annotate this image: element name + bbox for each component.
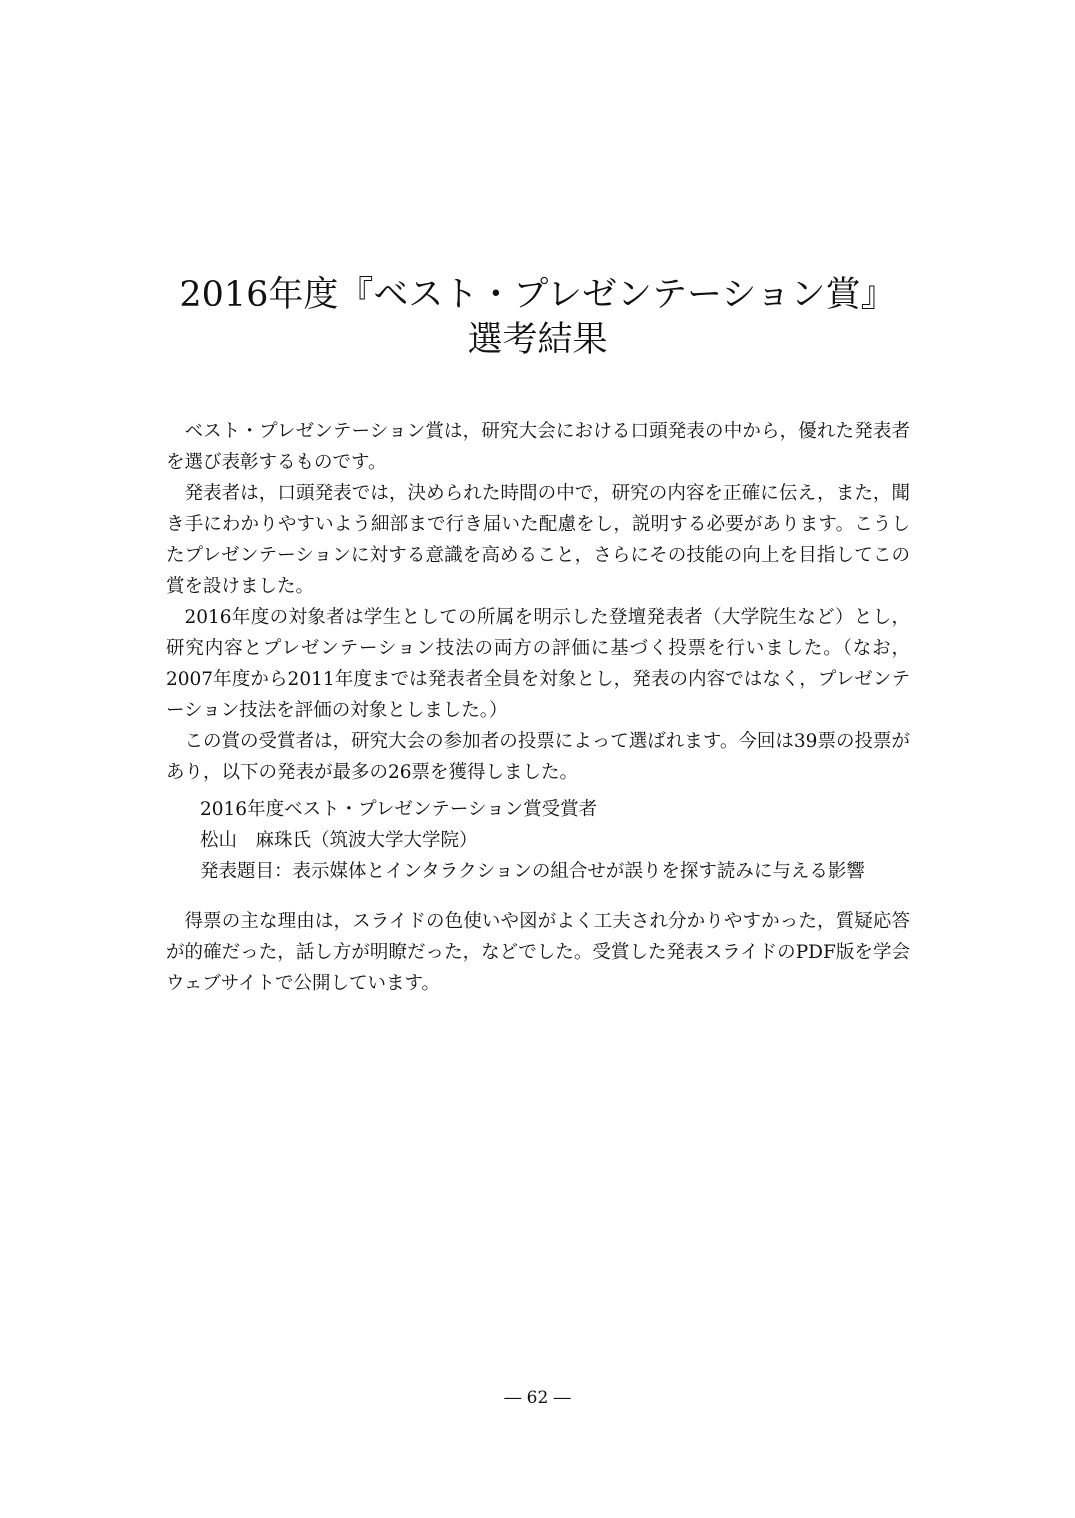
intro-section: [166, 416, 910, 788]
page-title: 2016年度『ベスト・プレゼンテーション賞』: [179, 275, 896, 315]
paragraph-eligibility: 2016年度の対象者は学生としての所属を明示した登壇発表者（大学院生など）とし，研究内容とプレゼンテーション技法の両方の評価に基づく投票を行いました。（なお，2007年度から2011年度までは発表者全員を対象とし，発表の内容ではなく，プレゼンテーション技法を評価の対象としました。）: [166, 607, 910, 721]
award-heading: 2016年度ベスト・プレゼンテーション賞受賞者: [200, 799, 598, 820]
paragraph-award-description: ベスト・プレゼンテーション賞は，研究大会における口頭発表の中から，優れた発表者を選び表彰するものです。: [166, 421, 910, 473]
page-subtitle: 選考結果: [467, 320, 608, 360]
award-winner-block: [200, 794, 865, 887]
award-winner-name: 松山 麻珠氏（筑波大学大学院）: [200, 830, 478, 851]
award-presentation-title: 発表題目：表示媒体とインタラクションの組合せが誤りを探す読みに与える影響: [200, 861, 865, 882]
paragraph-voting: この賞の受賞者は，研究大会の参加者の投票によって選ばれます。今回は39票の投票があり，以下の発表が最多の26票を獲得しました。: [166, 731, 910, 783]
paragraph-reason: 得票の主な理由は，スライドの色使いや図がよく工夫され分かりやすかった，質疑応答が的確だった，話し方が明瞭だった，などでした。受賞した発表スライドのPDF版を学会ウェブサイトで公開しています。: [166, 911, 910, 994]
paragraph-award-purpose: 発表者は，口頭発表では，決められた時間の中で，研究の内容を正確に伝え，また，聞き手にわかりやすいよう細部まで行き届いた配慮をし，説明する必要があります。こうしたプレゼンテーションに対する意識を高めること，さらにその技能の向上を目指してこの賞を設けました。: [166, 483, 910, 597]
reason-section: [166, 906, 910, 999]
page-number: ― 62 ―: [504, 1388, 571, 1408]
